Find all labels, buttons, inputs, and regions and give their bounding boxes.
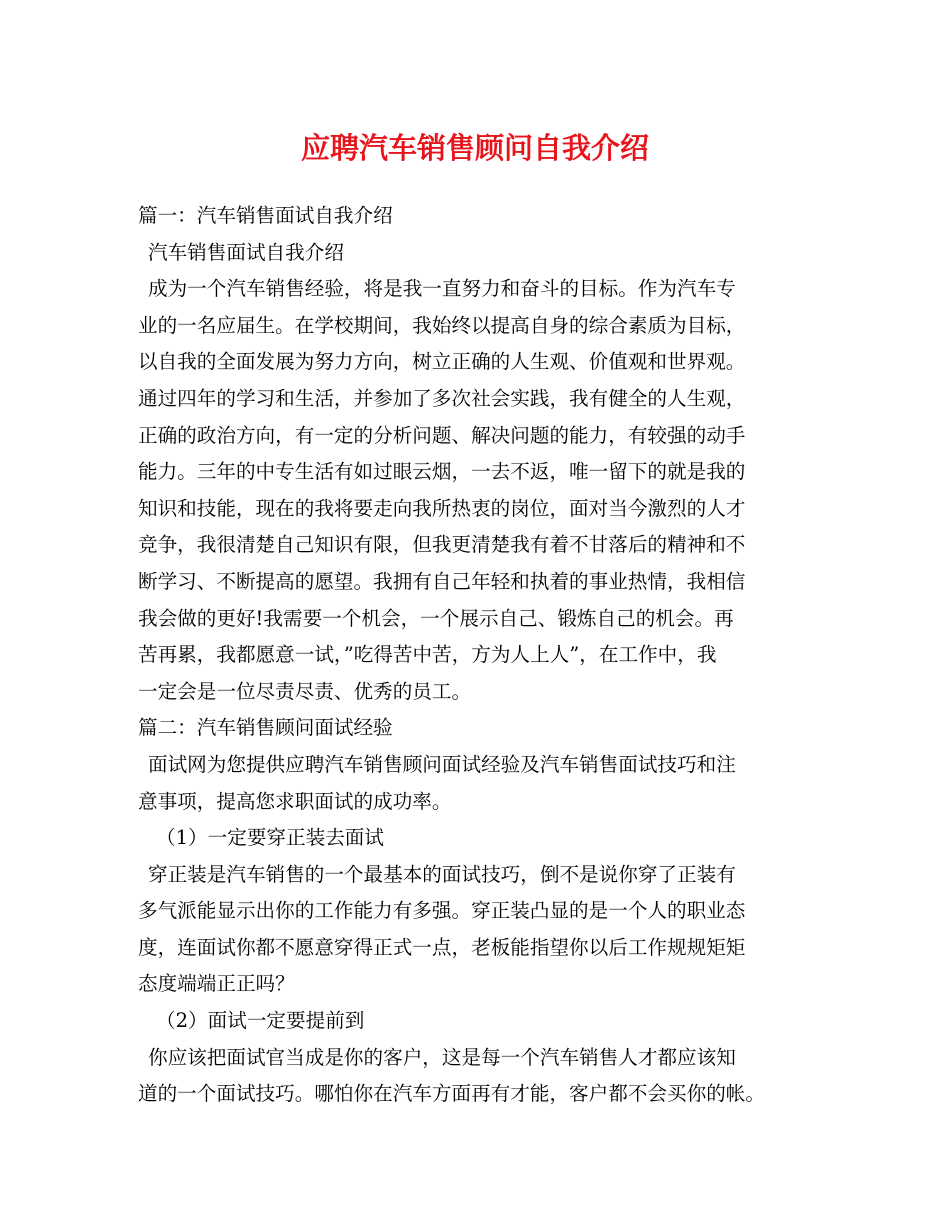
paragraph-line: 以自我的全面发展为努力方向，树立正确的人生观、价值观和世界观。 [138, 350, 746, 374]
list-item-heading: （1）一定要穿正装去面试 [156, 826, 384, 850]
document-body [138, 198, 828, 1113]
paragraph-line: 断学习、不断提高的愿望。我拥有自己年轻和执着的事业热情，我相信 [138, 569, 746, 593]
section-heading-2: 篇二：汽车销售顾问面试经验 [138, 716, 393, 740]
paragraph-line: 竞争，我很清楚自己知识有限，但我更清楚我有着不甘落后的精神和不 [138, 533, 746, 557]
subheading: 汽车销售面试自我介绍 [148, 240, 344, 264]
paragraph-line: 正确的政治方向，有一定的分析问题、解决问题的能力，有较强的动手 [138, 423, 746, 447]
paragraph-line: 知识和技能，现在的我将要走向我所热衷的岗位，面对当今激烈的人才 [138, 496, 746, 520]
paragraph-line: 态度端端正正吗？ [138, 972, 295, 996]
paragraph-line: 能力。三年的中专生活有如过眼云烟，一去不返，唯一留下的就是我的 [138, 460, 746, 484]
paragraph-line: 你应该把面试官当成是你的客户，这是每一个汽车销售人才都应该知 [148, 1045, 736, 1069]
paragraph-line: 一定会是一位尽责尽责、优秀的员工。 [138, 679, 472, 703]
list-item-heading: （2）面试一定要提前到 [156, 1009, 365, 1033]
paragraph-line: 我会做的更好!我需要一个机会，一个展示自己、锻炼自己的机会。再 [138, 606, 734, 630]
paragraph-line: 穿正装是汽车销售的一个最基本的面试技巧，倒不是说你穿了正装有 [148, 862, 736, 886]
document-title: 应聘汽车销售顾问自我介绍 [300, 131, 649, 165]
paragraph-line: 面试网为您提供应聘汽车销售顾问面试经验及汽车销售面试技巧和注 [148, 752, 736, 776]
paragraph-line: 多气派能显示出你的工作能力有多强。穿正装凸显的是一个人的职业态 [138, 899, 746, 923]
paragraph-line: 道的一个面试技巧。哪怕你在汽车方面再有才能，客户都不会买你的帐。 [138, 1082, 765, 1106]
paragraph-line: 意事项，提高您求职面试的成功率。 [138, 789, 452, 813]
paragraph-line: 业的一名应届生。在学校期间，我始终以提高自身的综合素质为目标， [138, 313, 746, 337]
paragraph-line: 度，连面试你都不愿意穿得正式一点，老板能指望你以后工作规规矩矩 [138, 935, 746, 959]
paragraph-line: 成为一个汽车销售经验，将是我一直努力和奋斗的目标。作为汽车专 [148, 277, 736, 301]
paragraph-line: 苦再累，我都愿意一试，”吃得苦中苦，方为人上人”，在工作中，我 [138, 643, 717, 667]
section-heading-1: 篇一：汽车销售面试自我介绍 [138, 204, 393, 227]
paragraph-line: 通过四年的学习和生活，并参加了多次社会实践，我有健全的人生观， [138, 386, 746, 410]
